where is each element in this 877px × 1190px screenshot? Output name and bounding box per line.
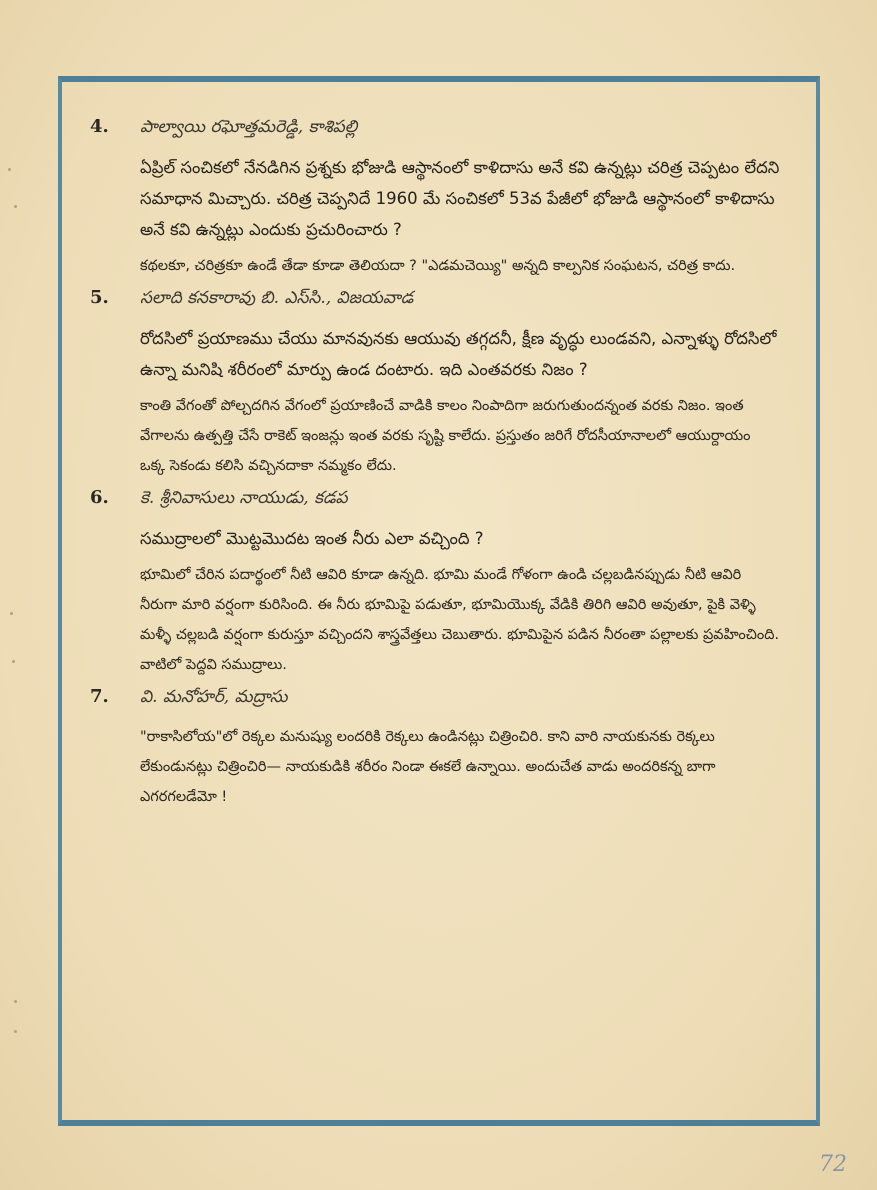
- question-number: 6.: [90, 487, 109, 508]
- question-header: [90, 487, 790, 523]
- margin-mark: [12, 660, 15, 663]
- qa-entry: [90, 487, 790, 680]
- qa-entry: [90, 116, 790, 281]
- answer-text: కథలకూ, చరిత్రకూ ఉండే తేడా కూడా తెలియదా ? "ఎడమచెయ్యి" అన్నది కాల్పనిక సంఘటన, చరిత్ర కాదు.: [140, 258, 736, 274]
- question-header: [90, 287, 790, 323]
- questioner-name: కె. శ్రీనివాసులు నాయుడు, కడప: [140, 488, 348, 508]
- question-header: [90, 686, 790, 722]
- qa-entry: [90, 686, 790, 812]
- questioner-name: వి. మనోహర్, మద్రాసు: [140, 687, 288, 707]
- question-text: ఏప్రిల్ సంచికలో నేనడిగిన ప్రశ్నకు భోజుడి ఆస్థానంలో కాళిదాసు అనే కవి ఉన్నట్లు చరిత్ర చెప్పటం లేదని సమాధాన మిచ్చారు. చరిత్ర చెప్పనిదే 1960 మే సంచికలో 53వ పేజీలో భోజుడి ఆస్థానంలో కాళిదాసు అనే కవి ఉన్నట్లు ఎందుకు ప్రచురించారు ?: [140, 158, 780, 239]
- margin-mark: [14, 1000, 17, 1003]
- qa-entry: [90, 287, 790, 481]
- margin-mark: [14, 1030, 17, 1033]
- answer-text: భూమిలో చేరిన పదార్థంలో నీటి ఆవిరి కూడా ఉన్నది. భూమి మండే గోళంగా ఉండి చల్లబడినప్పుడు నీటి ఆవిరి నీరుగా మారి వర్షంగా కురిసింది. ఈ నీరు భూమిపై పడుతూ, భూమియొక్క వేడికి తిరిగి ఆవిరి అవుతూ, పైకి వెళ్ళి మళ్ళీ చల్లబడి వర్షంగా కురుస్తూ వచ్చిందని శాస్త్రవేత్తలు చెబుతారు. భూమిపైన పడిన నీరంతా పల్లాలకు ప్రవహించింది. వాటిలో పెద్దవి సముద్రాలు.: [140, 567, 780, 673]
- margin-mark: [10, 612, 13, 615]
- margin-mark: [8, 168, 11, 171]
- question-number: 7.: [90, 686, 109, 707]
- question-text: సముద్రాలలో మొట్టమొదట ఇంత నీరు ఎలా వచ్చింది ?: [140, 529, 484, 548]
- qa-column: [90, 110, 790, 818]
- margin-mark: [14, 205, 17, 208]
- question-text: రోదసిలో ప్రయాణము చేయు మానవునకు ఆయువు తగ్గదనీ, క్షీణ వృద్ధు లుండవని, ఎన్నాళ్ళు రోదసిలో ఉన్నా మనిషి శరీరంలో మార్పు ఉండ దంటారు. ఇది ఎంతవరకు నిజం ?: [140, 329, 777, 379]
- questioner-name: పాల్వాయి రఘోత్తమరెడ్డి, కాశిపల్లి: [140, 117, 358, 137]
- answer-text: "రాకాసిలోయ"లో రెక్కల మనుష్యు లందరికి రెక్కలు ఉండినట్లు చిత్రించిరి. కాని వారి నాయకునకు రెక్కలు లేకుండునట్లు చిత్రించిరి— నాయకుడికి శరీరం నిండా ఈకలే ఉన్నాయి. అందుచేత వాడు అందరికన్న బాగా ఎగరగలడేమో !: [140, 729, 716, 805]
- page-number: 72: [819, 1152, 847, 1177]
- questioner-name: సలాది కనకారావు బి. ఎస్‌సి., విజయవాడ: [140, 288, 414, 308]
- question-header: [90, 116, 790, 152]
- answer-text: కాంతి వేగంతో పోల్చదగిన వేగంలో ప్రయాణించే వాడికి కాలం నింపాదిగా జరుగుతుందన్నంత వరకు నిజం. ఇంత వేగాలను ఉత్పత్తి చేసే రాకెట్ ఇంజన్లు ఇంత వరకు సృష్టి కాలేదు. ప్రస్తుతం జరిగే రోదసీయానాలలో ఆయుర్దాయం ఒక్క సెకండు కలిసి వచ్చినదాకా నమ్మకం లేదు.: [140, 398, 751, 474]
- question-number: 5.: [90, 287, 109, 308]
- question-number: 4.: [90, 116, 109, 137]
